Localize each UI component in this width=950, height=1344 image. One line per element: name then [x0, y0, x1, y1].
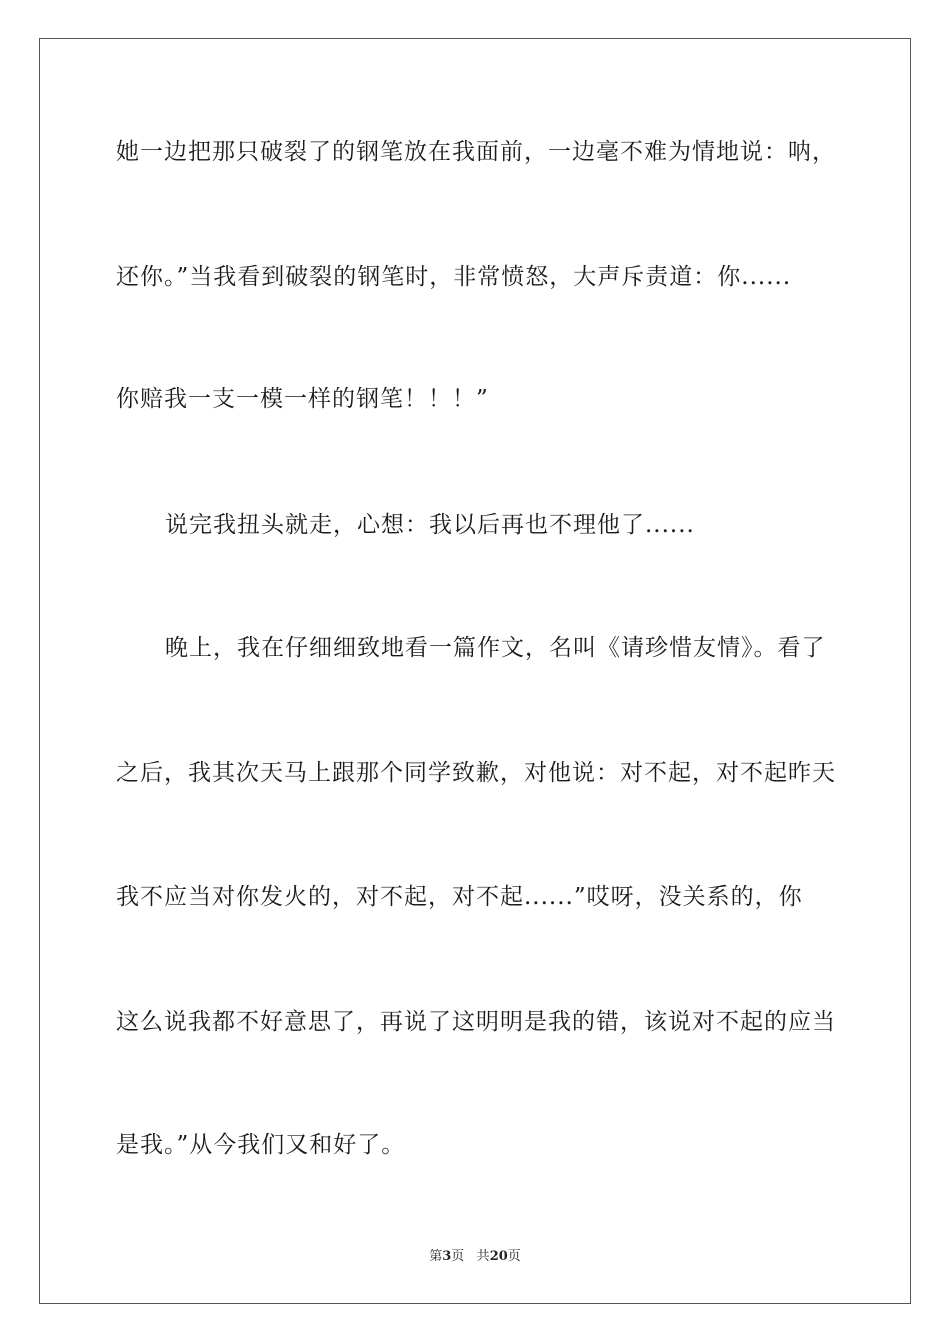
paragraph-line: 她一边把那只破裂了的钢笔放在我面前，一边毫不难为情地说：呐， [116, 139, 836, 165]
footer-prefix: 第 [429, 1249, 443, 1264]
paragraph-line: 你赔我一支一模一样的钢笔！！！” [116, 386, 489, 412]
paragraph-line: 我不应当对你发火的，对不起，对不起......”哎呀，没关系的，你 [116, 884, 803, 910]
page-frame [39, 38, 911, 1304]
paragraph-line: 这么说我都不好意思了，再说了这明明是我的错，该说对不起的应当 [116, 1009, 836, 1035]
paragraph-line: 晚上，我在仔细细致地看一篇作文，名叫《请珍惜友情》。看了 [165, 635, 826, 661]
paragraph-line: 是我。”从今我们又和好了。 [116, 1132, 406, 1158]
paragraph-line: 之后，我其次天马上跟那个同学致歉，对他说：对不起，对不起昨天 [116, 760, 836, 786]
total-pages: 20 [489, 1249, 508, 1264]
footer-total-prefix: 共 [476, 1249, 490, 1264]
footer-page-suffix: 页 [451, 1249, 465, 1264]
page-number: 3 [442, 1249, 452, 1264]
paragraph-line: 说完我扭头就走，心想：我以后再也不理他了...... [165, 512, 695, 538]
page-footer [0, 1248, 950, 1266]
paragraph-line: 还你。”当我看到破裂的钢笔时，非常愤怒，大声斥责道：你...... [116, 264, 792, 290]
footer-total-suffix: 页 [507, 1249, 521, 1264]
